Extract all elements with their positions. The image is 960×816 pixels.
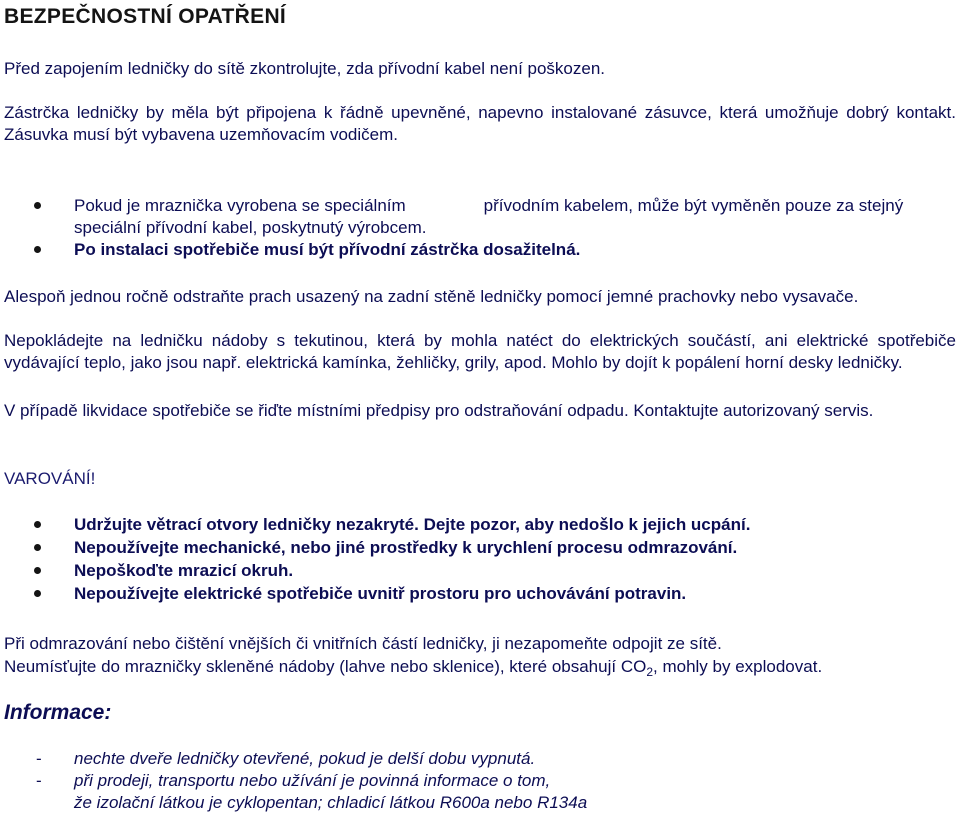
paragraph-dust: Alespoň jednou ročně odstraňte prach usazený na zadní stěně ledničky pomocí jemné prachovky nebo vysavače. bbox=[4, 287, 859, 306]
bullet-icon bbox=[34, 246, 41, 253]
co2-text-end: , mohly by explodovat. bbox=[653, 657, 823, 676]
page-title: BEZPEČNOSTNÍ OPATŘENÍ bbox=[4, 5, 287, 28]
info-item-text: nechte dveře ledničky otevřené, pokud je delší dobu vypnutá. bbox=[74, 749, 536, 768]
list-item bbox=[4, 748, 956, 770]
info-heading: Informace: bbox=[4, 701, 112, 724]
info-list bbox=[4, 748, 956, 814]
paragraph-disposal: V případě likvidace spotřebiče se řiďte místními předpisy pro odstraňování odpadu. Kontaktujte autorizovaný servis. bbox=[4, 401, 874, 420]
list-item bbox=[4, 560, 956, 582]
bullet-icon bbox=[34, 567, 41, 574]
warning-heading: VAROVÁNÍ! bbox=[4, 469, 96, 488]
bullet-icon bbox=[34, 590, 41, 597]
bullet-icon bbox=[34, 544, 41, 551]
paragraph-containers: Nepokládejte na ledničku nádoby s tekutinou, která by mohla natéct do elektrických součástí, ani elektrické spotřebiče vydávající teplo, jako jsou např. elektrická kamínka, žehličky, grily, apod. Mohlo by dojít k popálení horní desky ledničky. bbox=[4, 331, 956, 372]
dash-marker: - bbox=[36, 771, 42, 790]
list-item bbox=[4, 537, 956, 559]
list-item-text-end: přívodním kabelem, může být vyměněn pouze za stejný speciální přívodní kabel, poskytnutý výrobcem. bbox=[74, 196, 904, 237]
dash-marker: - bbox=[36, 749, 42, 768]
bullet-list-cable bbox=[4, 195, 956, 261]
bullet-icon bbox=[34, 202, 41, 209]
co2-text: Neumísťujte do mrazničky skleněné nádoby (lahve nebo sklenice), které obsahují CO bbox=[4, 657, 647, 676]
list-item-text: Nepoužívejte elektrické spotřebiče uvnitř prostoru pro uchovávání potravin. bbox=[74, 584, 687, 603]
list-item-text: Udržujte větrací otvory ledničky nezakryté. Dejte pozor, aby nedošlo k jejich ucpání. bbox=[74, 515, 751, 534]
list-item bbox=[4, 195, 956, 239]
paragraph-glass-containers bbox=[4, 656, 956, 678]
paragraph-defrost: Při odmrazování nebo čištění vnějších či vnitřních částí ledničky, ji nezapomeňte odpojit ze sítě. bbox=[4, 634, 722, 653]
list-item bbox=[4, 770, 956, 814]
paragraph-cable-check: Před zapojením ledničky do sítě zkontrolujte, zda přívodní kabel není poškozen. bbox=[4, 59, 606, 78]
subscript-2: 2 bbox=[646, 665, 654, 679]
list-item bbox=[4, 583, 956, 605]
list-item-text: Nepoužívejte mechanické, nebo jiné prostředky k urychlení procesu odmrazování. bbox=[74, 538, 738, 557]
list-item-text: Nepoškoďte mrazicí okruh. bbox=[74, 561, 294, 580]
info-item-text: při prodeji, transportu nebo užívání je povinná informace o tom, bbox=[74, 771, 551, 790]
list-item bbox=[4, 514, 956, 536]
list-item-text: Po instalaci spotřebiče musí být přívodní zástrčka dosažitelná. bbox=[74, 240, 581, 259]
bullet-list-warnings bbox=[4, 514, 956, 605]
bullet-icon bbox=[34, 521, 41, 528]
list-item bbox=[4, 239, 956, 261]
list-item-text-start: Pokud je mraznička vyrobena se speciálním bbox=[74, 196, 406, 215]
paragraph-socket: Zástrčka ledničky by měla být připojena k řádně upevněné, napevno instalované zásuvce, která umožňuje dobrý kontakt. Zásuvka musí být vybavena uzemňovacím vodičem. bbox=[4, 103, 956, 144]
info-item-text-line2: že izolační látkou je cyklopentan; chladicí látkou R600a nebo R134a bbox=[74, 793, 588, 812]
